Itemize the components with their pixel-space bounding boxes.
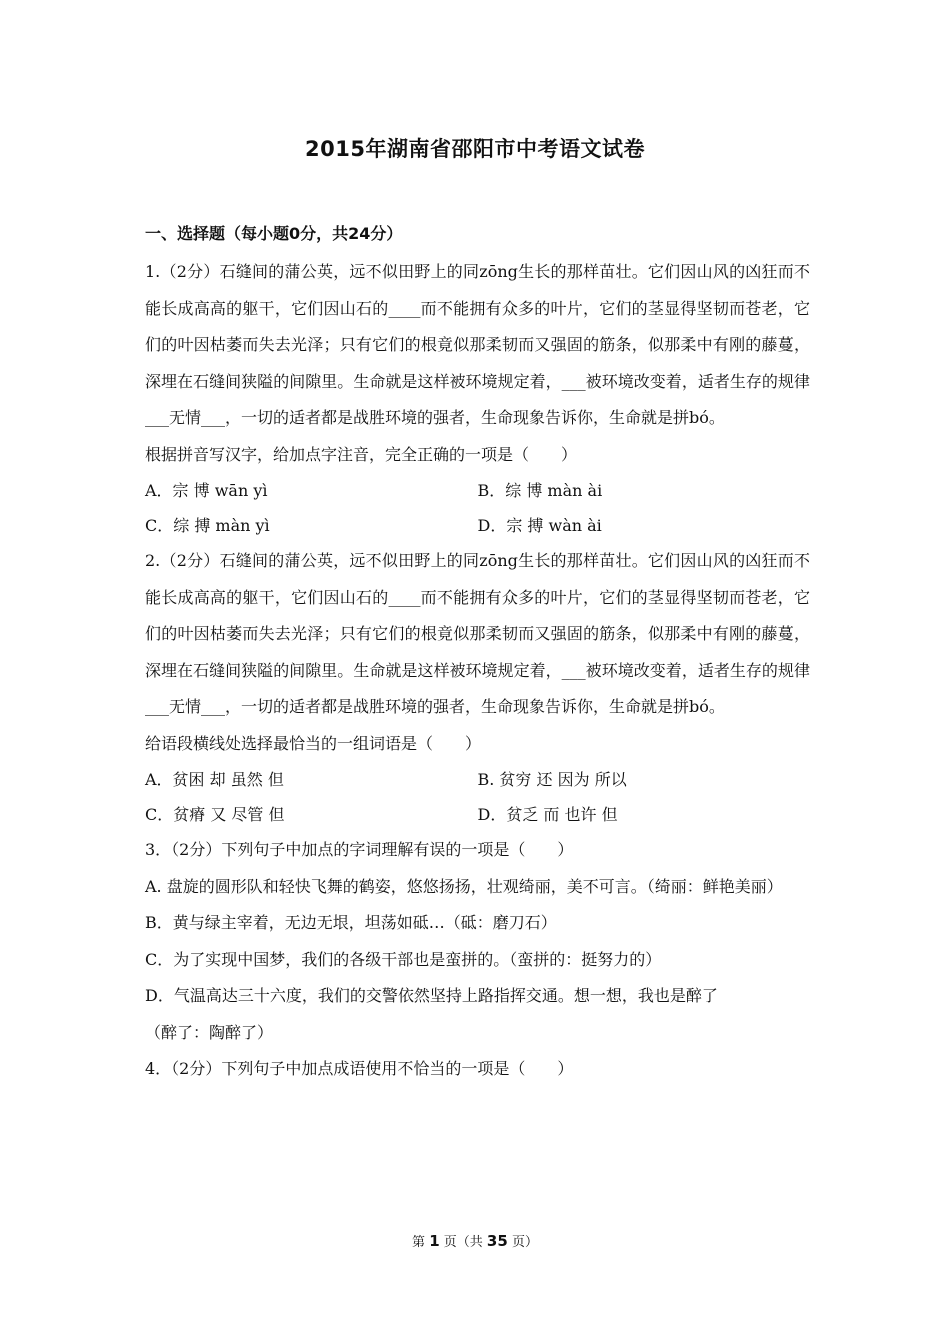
page-footer: [0, 1231, 950, 1250]
q2-option-b[interactable]: B. 贫穷 还 因为 所以: [477, 770, 627, 789]
footer-total-pages: 35: [486, 1232, 508, 1250]
q2-passage: 2.（2分）石缝间的蒲公英，远不似田野上的同zōng生长的那样苗壮。它们因山风的凶狂而不能长成高高的躯干，它们因山石的____而不能拥有众多的叶片，它们的茎显得坚韧而苍老，它们的叶因枯萎而失去光泽；只有它们的根竟似那柔韧而又强固的筋条，似那柔中有刚的藤蔓，深埋在石缝间狭隘的间隙里。生命就是这样被环境规定着，___被环境改变着，适者生存的规律___无情___，一切的适者都是战胜环境的强者，生命现象告诉你，生命就是拼bó。: [145, 551, 810, 716]
q1-option-c[interactable]: C．综 搏 màn yì: [145, 516, 270, 535]
q2-prompt: 给语段横线处选择最恰当的一组词语是（ ）: [145, 733, 482, 753]
q2-option-d[interactable]: D．贫乏 而 也许 但: [477, 805, 618, 824]
q3-stem: 3．（2分）下列句子中加点的字词理解有误的一项是（ ）: [145, 840, 574, 859]
footer-page-number: 1: [429, 1232, 440, 1250]
q1-passage: 1.（2分）石缝间的蒲公英，远不似田野上的同zōng生长的那样苗壮。它们因山风的凶狂而不能长成高高的躯干，它们因山石的____而不能拥有众多的叶片，它们的茎显得坚韧而苍老，它们的叶因枯萎而失去光泽；只有它们的根竟似那柔韧而又强固的筋条，似那柔中有刚的藤蔓，深埋在石缝间狭隘的间隙里。生命就是这样被环境规定着，___被环境改变着，适者生存的规律___无情___，一切的适者都是战胜环境的强者，生命现象告诉你，生命就是拼bó。: [145, 262, 810, 427]
q3-option-d[interactable]: D．气温高达三十六度，我们的交警依然坚持上路指挥交通。想一想，我也是醉了: [145, 986, 718, 1005]
q1-options-row-2: [145, 508, 810, 543]
page-title: 2015年湖南省邵阳市中考语文试卷: [305, 137, 645, 161]
q1-option-a[interactable]: A．宗 博 wān yì: [145, 481, 268, 500]
footer-prefix: 第: [412, 1235, 426, 1250]
question-body: [145, 254, 810, 1088]
q1-options-row-1: [145, 473, 810, 508]
q2-options-row-1: [145, 762, 810, 797]
q2-option-c[interactable]: C．贫瘠 又 尽管 但: [145, 805, 285, 824]
footer-suffix: 页）: [511, 1235, 538, 1250]
q3-option-a[interactable]: A. 盘旋的圆形队和轻快飞舞的鹤姿，悠悠扬扬，壮观绮丽，美不可言。（绮丽：鲜艳美丽）: [145, 876, 783, 896]
q1-option-b[interactable]: B．综 博 màn ài: [477, 481, 603, 500]
footer-middle: 页（共: [443, 1235, 483, 1250]
q3-option-b[interactable]: B．黄与绿主宰着，无边无垠，坦荡如砥…（砥：磨刀石）: [145, 913, 557, 932]
q3-option-c[interactable]: C．为了实现中国梦，我们的各级干部也是蛮拼的。（蛮拼的：挺努力的）: [145, 949, 662, 969]
q2-option-a[interactable]: A．贫困 却 虽然 但: [145, 770, 284, 789]
q4-stem: 4．（2分）下列句子中加点成语使用不恰当的一项是（ ）: [145, 1059, 574, 1078]
section-heading: 一、选择题（每小题0分，共24分）: [145, 224, 403, 243]
q1-option-d[interactable]: D．宗 搏 wàn ài: [477, 516, 602, 535]
q2-options-row-2: [145, 797, 810, 832]
q1-prompt: 根据拼音写汉字，给加点字注音，完全正确的一项是（ ）: [145, 444, 578, 464]
q3-option-d-gloss: （醉了：陶醉了）: [145, 1022, 274, 1042]
